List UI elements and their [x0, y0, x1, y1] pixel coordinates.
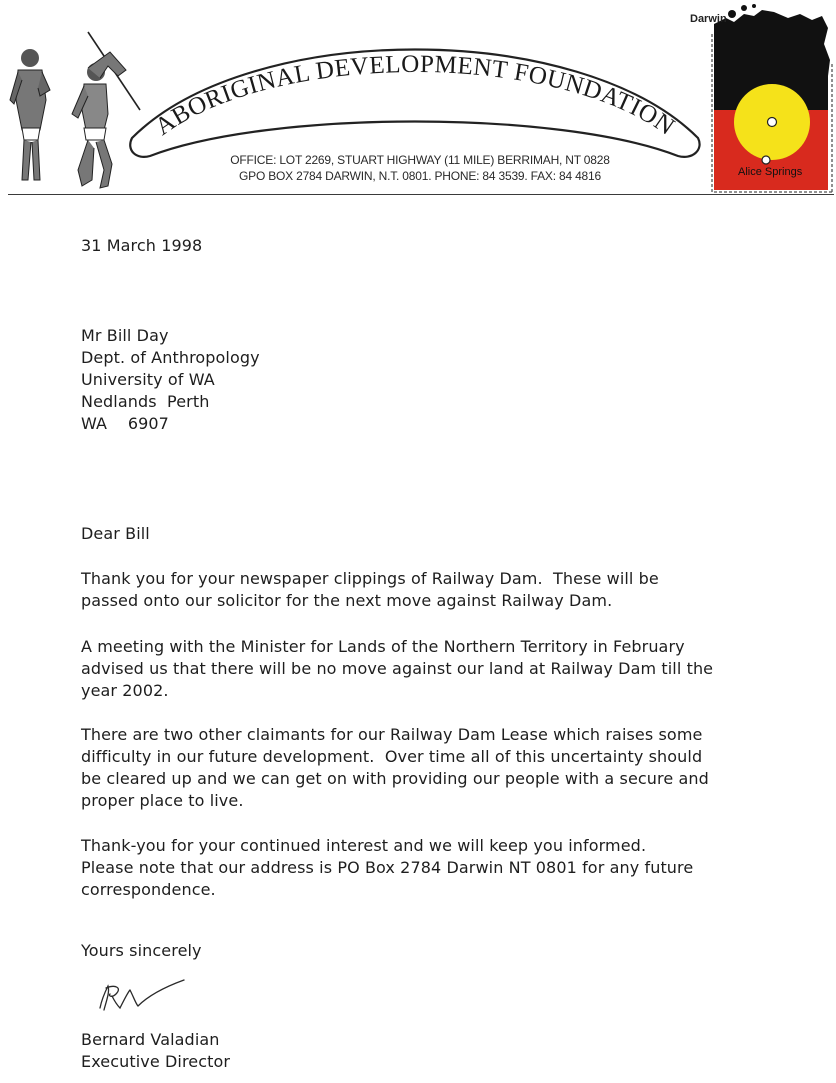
body-paragraph: [81, 835, 693, 901]
map-label-alice-springs: Alice Springs: [738, 166, 803, 178]
office-address: OFFICE: LOT 2269, STUART HIGHWAY (11 MILE) BERRIMAH, NT 0828: [230, 153, 610, 167]
handwritten-signature: [92, 978, 192, 1018]
body-line: A meeting with the Minister for Lands of the Northern Territory in February: [81, 637, 685, 656]
letterhead: [0, 0, 836, 200]
recipient-line: Mr Bill Day: [81, 326, 169, 345]
body-paragraph: [81, 724, 709, 812]
body-line: correspondence.: [81, 880, 216, 899]
body-line: difficulty in our future development. Over time all of this uncertainty should: [81, 747, 703, 766]
org-name: ABORIGINAL DEVELOPMENT FOUNDATION: [150, 50, 680, 141]
recipient-line: Nedlands Perth: [81, 392, 210, 411]
body-line: Thank-you for your continued interest and we will keep you informed.: [81, 836, 647, 855]
body-line: be cleared up and we can get on with providing our people with a secure and: [81, 769, 709, 788]
body-line: There are two other claimants for our Railway Dam Lease which raises some: [81, 725, 703, 744]
salutation: Dear Bill: [81, 524, 150, 543]
recipient-line: WA 6907: [81, 414, 169, 433]
signatory-name: Bernard Valadian: [81, 1030, 220, 1049]
letter-date: 31 March 1998: [81, 236, 203, 255]
letterhead-divider: [8, 194, 834, 195]
body-line: proper place to live.: [81, 791, 244, 810]
signatory-title: Executive Director: [81, 1052, 231, 1071]
postal-address: GPO BOX 2784 DARWIN, N.T. 0801. PHONE: 84 3539. FAX: 84 4816: [239, 169, 601, 183]
foundation-name-banner: [120, 10, 710, 195]
body-line: Thank you for your newspaper clippings of Railway Dam. These will be: [81, 569, 659, 588]
body-paragraph: [81, 636, 713, 702]
closing: Yours sincerely: [81, 941, 202, 960]
recipient-address: [81, 325, 260, 435]
body-line: advised us that there will be no move against our land at Railway Dam till the: [81, 659, 714, 678]
body-line: Please note that our address is PO Box 2784 Darwin NT 0801 for any future: [81, 858, 694, 877]
recipient-line: Dept. of Anthropology: [81, 348, 260, 367]
body-paragraph: [81, 568, 659, 612]
recipient-line: University of WA: [81, 370, 215, 389]
map-label-darwin: Darwin: [690, 13, 727, 25]
northern-territory-flag-map: [688, 4, 834, 196]
body-line: passed onto our solicitor for the next move against Railway Dam.: [81, 591, 613, 610]
body-line: year 2002.: [81, 681, 169, 700]
